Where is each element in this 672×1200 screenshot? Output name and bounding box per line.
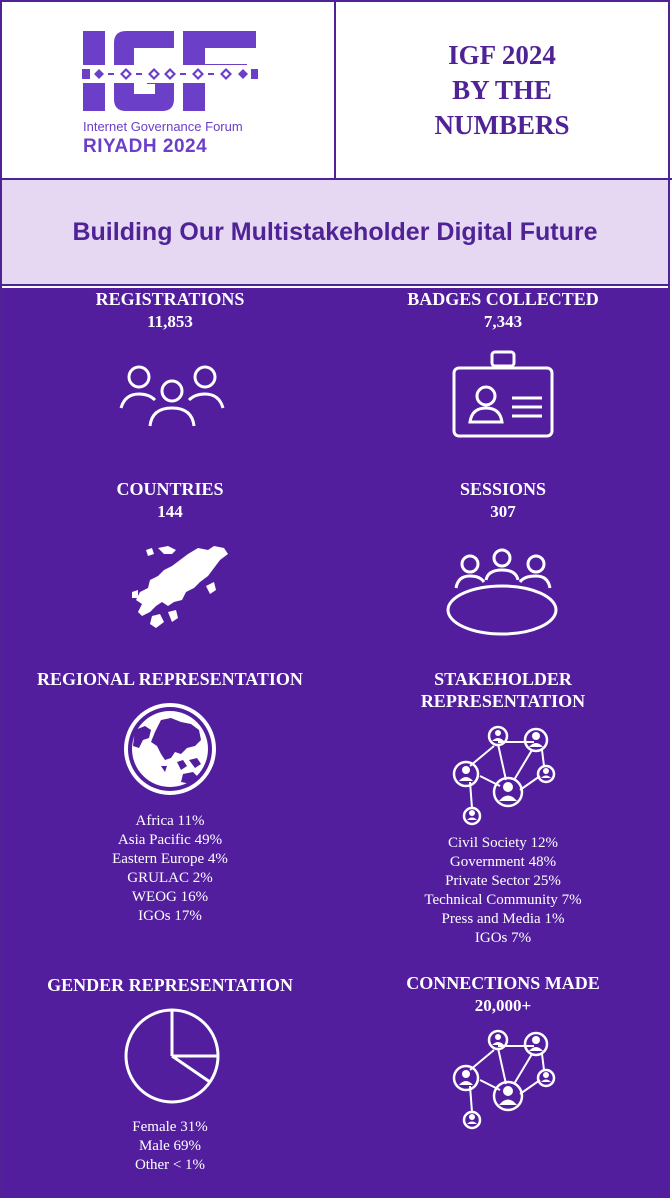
list-item: Technical Community 7%: [424, 892, 582, 908]
page-title-cell: [334, 2, 668, 178]
list-item: GRULAC 2%: [127, 870, 213, 886]
title-line-1: IGF 2024: [448, 39, 556, 70]
tagline: Building Our Multistakeholder Digital Future: [72, 217, 598, 246]
title-line-2: BY THE: [452, 74, 552, 105]
gender-stat: [2, 974, 338, 996]
list-item: IGOs 17%: [138, 908, 202, 924]
igf-logo: [2, 2, 334, 178]
logo-location: [83, 136, 207, 158]
regional-stat: [2, 668, 338, 690]
registrations-value: 11,853: [147, 312, 193, 331]
header: [2, 2, 668, 178]
gender-list: [2, 1118, 338, 1175]
title-line-3: NUMBERS: [434, 109, 570, 140]
stakeholder-stat: [338, 668, 668, 712]
list-item: Male 69%: [138, 1138, 202, 1154]
list-item: Other < 1%: [134, 1157, 206, 1173]
network-icon: [448, 724, 560, 826]
list-item: Female 31%: [132, 1119, 208, 1135]
list-item: Eastern Europe 4%: [112, 851, 228, 867]
countries-label: COUNTRIES: [116, 479, 224, 499]
badges-stat: [338, 288, 668, 334]
badges-value: 7,343: [483, 312, 523, 331]
list-item: Government 48%: [449, 854, 557, 870]
gender-label: GENDER REPRESENTATION: [47, 975, 293, 995]
connections-stat: [338, 972, 668, 1018]
list-item: Asia Pacific 49%: [117, 832, 223, 848]
stakeholder-label-line-1: STAKEHOLDER: [434, 669, 572, 689]
globe-icon: [121, 700, 219, 798]
list-item: IGOs 7%: [474, 930, 532, 946]
list-item: Private Sector 25%: [445, 873, 561, 889]
countries-stat: [2, 478, 338, 524]
logo-year: 2024: [162, 136, 208, 157]
people-group-icon: [115, 360, 229, 430]
sessions-value: 307: [490, 502, 516, 521]
connections-label: CONNECTIONS MADE: [406, 973, 600, 993]
list-item: Press and Media 1%: [441, 911, 565, 927]
list-item: Civil Society 12%: [448, 835, 558, 851]
sessions-stat: [338, 478, 668, 524]
list-item: WEOG 16%: [131, 889, 209, 905]
registrations-stat: [2, 288, 338, 334]
connections-value: 20,000+: [474, 996, 532, 1015]
world-map-icon: [128, 542, 230, 632]
countries-value: 144: [157, 502, 183, 521]
network-icon: [448, 1028, 560, 1130]
sessions-label: SESSIONS: [459, 479, 547, 499]
regional-list: [2, 812, 338, 926]
stats-panel: [2, 288, 668, 1198]
tagline-banner: [2, 180, 668, 286]
badges-label: BADGES COLLECTED: [407, 289, 599, 309]
list-item: Africa 11%: [135, 813, 205, 829]
logo-subtitle: Internet Governance Forum: [83, 119, 243, 134]
meeting-table-icon: [444, 548, 560, 638]
pie-chart-icon: [122, 1006, 222, 1106]
logo-city: RIYADH: [83, 136, 158, 157]
registrations-label: REGISTRATIONS: [95, 289, 245, 309]
regional-label: REGIONAL REPRESENTATION: [37, 669, 303, 689]
id-badge-icon: [452, 350, 554, 440]
stakeholder-list: [338, 834, 668, 948]
stakeholder-label-line-2: REPRESENTATION: [420, 691, 586, 711]
page-title: [402, 38, 602, 143]
